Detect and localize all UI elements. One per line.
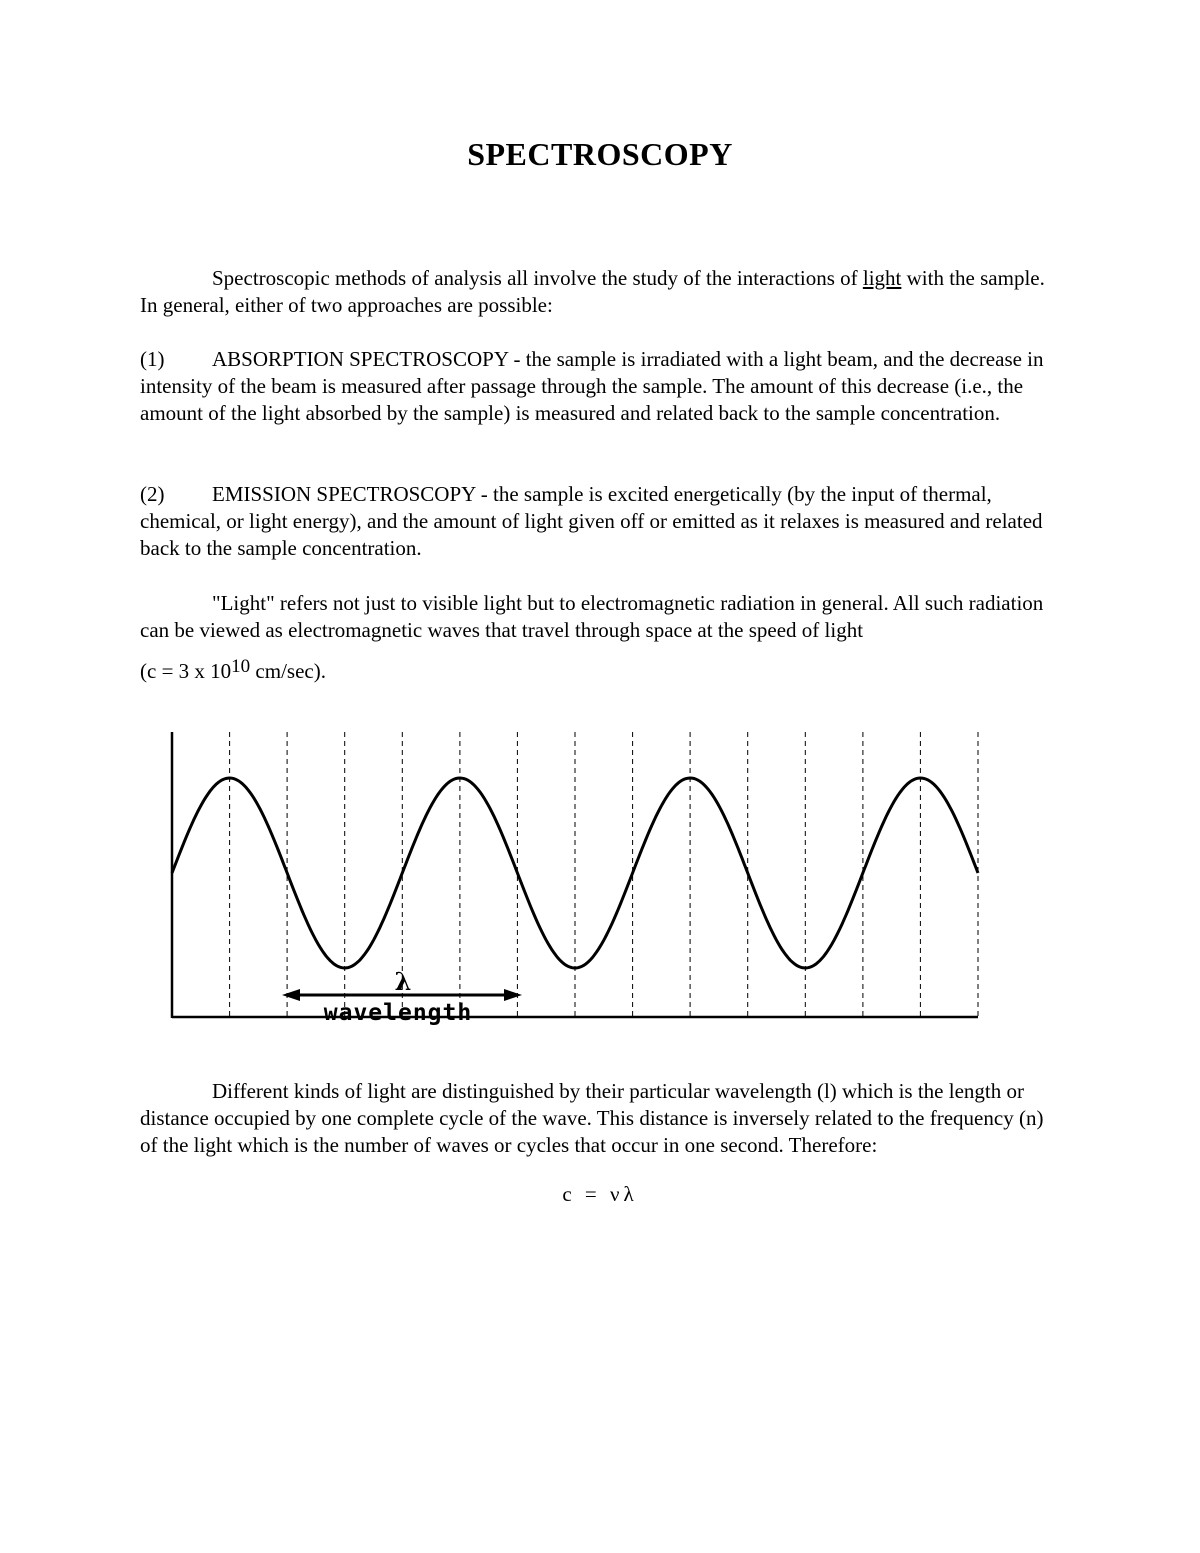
intro-text-after: with the sample. In general, either of two approaches are possible:: [140, 266, 1045, 317]
light-text: "Light" refers not just to visible light but to electromagnetic radiation in general. All such radiation can be viewed as electromagnetic waves that travel through space at the speed of light: [140, 591, 1044, 642]
wavelength-paragraph: Different kinds of light are distinguished by their particular wavelength (l) which is the length or distance occupied by one complete cycle of the wave. This distance is inversely related to the frequency (n) of the light which is the number of waves or cycles that occur in one second. Therefore:: [140, 1079, 1044, 1157]
page-title: SPECTROSCOPY: [467, 136, 733, 172]
item-number: (2): [140, 482, 165, 506]
speed-prefix: (c = 3 x 10: [140, 659, 232, 683]
wavelength-arrow-left: [282, 989, 300, 1001]
formula: c = νλ: [562, 1182, 638, 1206]
wave-gridlines: [230, 732, 978, 1016]
speed-exponent: 10: [231, 656, 251, 677]
item-number: (1): [140, 347, 165, 371]
lambda-label: λ: [394, 967, 412, 996]
light-link: light: [862, 266, 902, 290]
speed-suffix: cm/sec).: [250, 659, 326, 683]
wavelength-label: wavelength: [323, 1000, 473, 1026]
intro-text-before: Spectroscopic methods of analysis all involve the study of the interactions of: [212, 266, 863, 290]
absorption-text: ABSORPTION SPECTROSCOPY - the sample is irradiated with a light beam, and the decrease in intensity of the beam is measured after passage through the sample. The amount of this decrease (i.e., the amount of the light absorbed by the sample) is measured and related back to the sample concentration.: [140, 347, 1044, 425]
wavelength-arrow-right: [504, 989, 522, 1001]
emission-text: EMISSION SPECTROSCOPY - the sample is excited energetically (by the input of thermal, chemical, or light energy), and the amount of light given off or emitted as it relaxes is measured and related back to the sample concentration.: [140, 482, 1043, 560]
